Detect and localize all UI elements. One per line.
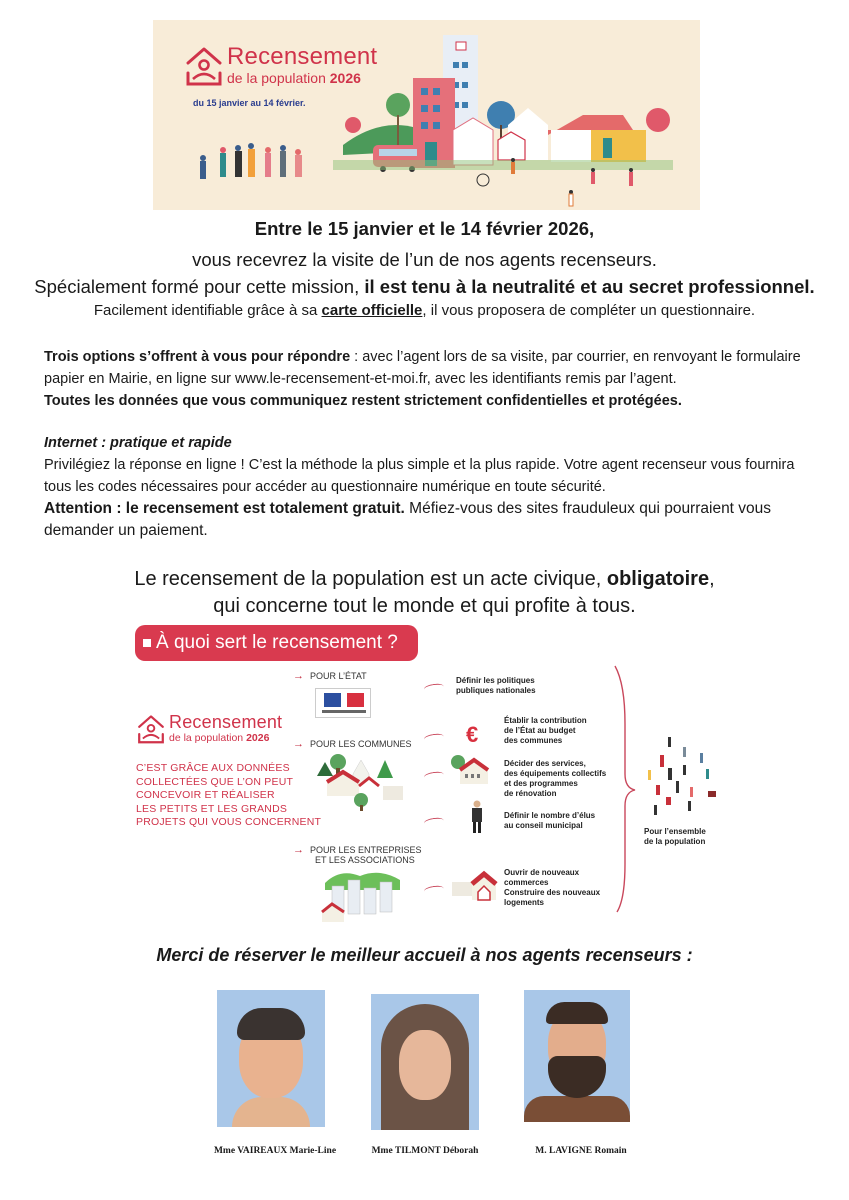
civic-pre: Le recensement de la population est un acte civique, — [134, 568, 607, 590]
logo-title: Recensement — [227, 43, 378, 70]
census-banner — [153, 20, 700, 210]
tagline-line: C’EST GRÂCE AUX DONNÉES — [136, 762, 290, 774]
free-warning-bold: Attention : le recensement est totalement gratuit. — [44, 500, 405, 517]
confidentiality-notice: Toutes les données que vous communiquez restent strictement confidentielles et protégées. — [44, 393, 682, 409]
euro-icon: € — [466, 722, 479, 747]
civic-line-2: qui concerne tout le monde et qui profite à tous. — [213, 595, 636, 617]
infographic-logo-sub — [169, 733, 282, 744]
curved-arrow-icon — [424, 885, 445, 896]
outcome-services — [504, 759, 606, 799]
agent-name: Mme VAIREAUX Marie-Line — [213, 1146, 337, 1156]
intro-visit: vous recevrez la visite de l’un de nos agents recenseurs. — [192, 249, 657, 270]
mandatory-text: obligatoire — [606, 568, 710, 590]
arrow-right-icon: → — [293, 670, 304, 682]
card-post: , il vous proposera de compléter un questionnaire. — [422, 302, 756, 319]
internet-section — [44, 432, 814, 542]
free-warning — [44, 498, 814, 542]
city-buildings-icon — [320, 868, 405, 923]
civic-post: , — [709, 568, 715, 590]
population-crowd-icon — [638, 735, 718, 825]
logo-year: 2026 — [329, 70, 361, 86]
outcome-line: logements — [504, 898, 545, 907]
population-label — [644, 827, 706, 847]
infographic-logo — [137, 713, 282, 745]
internet-heading: Internet : pratique et rapide — [44, 435, 232, 451]
outcome-line: des communes — [504, 736, 563, 745]
outcome-state-contribution — [504, 716, 587, 746]
neutrality-bold: il est tenu à la neutralité et au secret professionnel. — [364, 276, 815, 297]
curved-arrow-icon — [424, 733, 445, 744]
outcome-line: Définir les politiques — [456, 676, 535, 685]
neutrality-plain: Spécialement formé pour cette mission, — [34, 276, 365, 297]
official-card-text: carte officielle — [321, 302, 423, 319]
tagline-line: COLLECTÉES QUE L’ON PEUT — [136, 775, 294, 788]
arrow-right-icon: → — [293, 844, 304, 856]
tagline-line: PROJETS QUI VOUS CONCERNENT — [136, 816, 322, 828]
response-options — [44, 346, 814, 412]
intro-neutrality — [0, 276, 849, 298]
new-housing-icon — [450, 868, 498, 902]
agent-photo — [524, 990, 630, 1122]
outcome-line: commerces — [504, 878, 549, 887]
for-state-label — [293, 670, 367, 682]
infographic-logo-title: Recensement — [169, 712, 283, 732]
for-state-text: POUR L’ÉTAT — [310, 671, 367, 681]
tagline-line: CONCEVOIR ET RÉALISER — [136, 789, 275, 801]
for-associations-text: ET LES ASSOCIATIONS — [315, 855, 415, 865]
logo-sub-prefix: de la population — [227, 70, 326, 86]
outcome-elected-count — [504, 811, 595, 831]
outcome-line: de l’État au budget — [504, 726, 576, 735]
outcome-line: Ouvrir de nouveaux — [504, 868, 580, 877]
curved-arrow-icon — [424, 817, 445, 828]
outcome-line: Établir la contribution — [504, 716, 587, 725]
agent-name: Mme TILMONT Déborah — [371, 1146, 479, 1156]
infographic-logo-year: 2026 — [246, 732, 270, 744]
options-lead: Trois options s’offrent à vous pour répondre — [44, 349, 351, 365]
options-text: : avec l’agent lors de sa visite, par courrier, en renvoyant le formulaire papier en Mairie, en ligne sur www.le-recensement-et-moi.fr, avec les identifiants remis par l’agent. — [44, 349, 801, 387]
intro-dates: Entre le 15 janvier et le 14 février 2026, — [254, 218, 595, 239]
curved-arrow-icon — [424, 771, 445, 782]
card-pre: Facilement identifiable grâce à sa — [93, 302, 322, 319]
agent-name: M. LAVIGNE Romain — [535, 1146, 627, 1156]
infographic-header — [135, 625, 418, 661]
agent-photo — [371, 994, 479, 1130]
for-businesses-text: POUR LES ENTREPRISES — [310, 845, 422, 855]
curved-arrow-icon — [424, 683, 445, 694]
infographic-logo-prefix: de la population — [169, 732, 244, 744]
french-republic-logo — [315, 688, 371, 718]
outcome-line: Construire des nouveaux — [504, 888, 601, 897]
population-label-line: Pour l’ensemble — [644, 827, 706, 836]
house-person-icon — [137, 713, 165, 745]
outcome-national-policy — [456, 676, 536, 696]
elected-official-icon — [470, 800, 484, 834]
outcome-line: Définir le nombre d’élus — [504, 811, 596, 820]
civic-line-1 — [0, 566, 849, 593]
outcome-line: publiques nationales — [456, 686, 536, 695]
outcome-line: Décider des services, — [504, 759, 586, 768]
tagline-line: LES PETITS ET LES GRANDS — [136, 802, 288, 815]
outcome-housing — [504, 868, 600, 908]
infographic-tagline — [136, 762, 321, 830]
outcome-line: au conseil municipal — [504, 821, 583, 830]
intro-card — [0, 302, 849, 319]
village-icon — [313, 752, 408, 812]
outcome-line: de rénovation — [504, 789, 557, 798]
public-building-icon — [450, 752, 494, 786]
civic-statement — [0, 566, 849, 620]
square-bullet-icon — [143, 639, 151, 647]
outcome-line: des équipements collectifs — [504, 769, 607, 778]
agents-heading: Merci de réserver le meilleur accueil à nos agents recenseurs : — [156, 945, 693, 965]
town-illustration — [153, 20, 700, 210]
for-communes-text: POUR LES COMMUNES — [310, 739, 412, 749]
for-communes-label — [293, 738, 412, 750]
outcome-line: et des programmes — [504, 779, 578, 788]
free-warning-text: Méfiez-vous des sites frauduleux qui pourraient vous demander un paiement. — [44, 500, 772, 539]
population-label-line: de la population — [644, 837, 706, 846]
agent-photo — [217, 990, 325, 1127]
census-dates: du 15 janvier au 14 février. — [193, 98, 306, 108]
for-businesses-label — [293, 845, 422, 865]
infographic-title: À quoi sert le recensement ? — [156, 632, 398, 653]
arrow-right-icon: → — [293, 738, 304, 750]
internet-text: Privilégiez la réponse en ligne ! C’est la méthode la plus simple et la plus rapide. Votre agent recenseur vous fournira tous les codes nécessaires pour accéder au questionnaire numérique en toute sécurité. — [44, 457, 795, 495]
